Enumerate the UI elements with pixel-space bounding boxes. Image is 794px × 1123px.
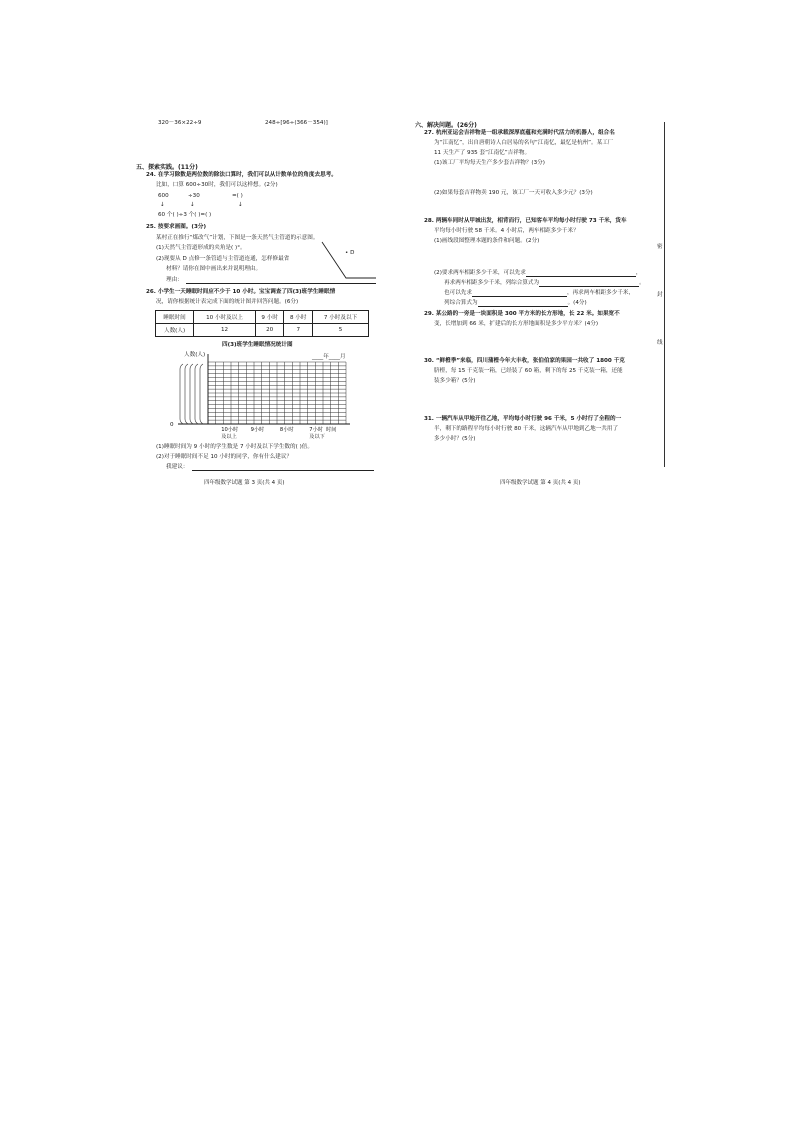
- q31-line3: 多少小时？(5分): [434, 436, 476, 442]
- table-cell: 10 小时及以上: [194, 311, 256, 324]
- q24-result: =( ): [232, 193, 243, 199]
- q28-sub2c: [444, 290, 634, 297]
- q28-sub2b-text: 再求两车相距多少千米，列综合算式为: [444, 280, 540, 286]
- pipeline-diagram: [320, 238, 380, 283]
- x-tick-label: 7小时: [309, 427, 323, 433]
- q27-line3: 11 天生产了 935 套“江南忆”吉祥物。: [434, 150, 531, 156]
- q31-line2: 半，剩下的路程平均每小时行驶 80 千米，这辆汽车从甲地到乙地一共用了: [434, 426, 619, 432]
- q25-reason-line[interactable]: [186, 283, 376, 284]
- table-cell: 9 小时: [255, 311, 284, 324]
- table-cell: 5: [313, 324, 369, 337]
- q25-line1: 某村正在推行“煤改气”计划，下图是一条天然气主管道的示意图。: [156, 235, 319, 241]
- table-cell: 睡眠时间: [156, 311, 194, 324]
- q28-sub2d: [444, 300, 587, 307]
- sleep-table: [155, 310, 369, 337]
- q29-line2: 变，长增加到 66 米，扩建后的长方形地面积是多少平方米？(4分): [434, 321, 599, 327]
- q26-suggest-line[interactable]: [192, 470, 374, 471]
- q28-sub1: (1)画线段图整理本题的条件和问题。(2分): [434, 238, 540, 244]
- q28-sub2d-tail: 。(4分): [567, 300, 587, 306]
- q24-row3: 60 个( )÷3 个( )=( ): [158, 212, 212, 218]
- table-cell: 7: [284, 324, 313, 337]
- table-cell: 8 小时: [284, 311, 313, 324]
- main-pipeline: [322, 242, 376, 278]
- q28-blank[interactable]: [472, 290, 567, 297]
- q25-line3: (2)现要从 D 点修一条管道与主管道连通，怎样修最省: [156, 256, 290, 262]
- q26-line2: 况，请你根据统计表完成下面的统计图并回答问题。(6分): [156, 299, 299, 305]
- q26-sub2: (2)对于睡眠时间不足 10 小时的同学，你有什么建议？: [156, 454, 293, 460]
- table-cell: 人数(人): [156, 324, 194, 337]
- q24-dividend: 600: [158, 193, 169, 199]
- section-6-title: 六、解决问题。(26分): [415, 122, 477, 129]
- chart-title: 四(3)班学生睡眠情况统计图: [222, 342, 293, 348]
- q25-reason-label: 理由：: [166, 277, 183, 283]
- q30-line1: 30. “鲜橙季”来临，四川蒲橙今年大丰收，张伯伯家的果园一共收了 1800 千克: [424, 358, 625, 364]
- calc-1: 320－36×22÷9: [158, 120, 202, 126]
- q26-sub1: (1)睡眠时间为 9 小时的学生数是 7 小时及以下学生数的( )倍。: [156, 444, 313, 450]
- chart-date: ____年____月: [312, 354, 346, 360]
- x-tick-label: 9小时: [250, 427, 265, 433]
- q29-line1: 29. 某公路的一旁是一块面积是 300 平方米的长方形地，长 22 米。如果宽不: [424, 311, 620, 317]
- brace-mark: [200, 364, 203, 424]
- arrow-icon: ↓: [190, 202, 195, 208]
- q28-blank[interactable]: [478, 300, 568, 307]
- q28-line2: 平均每小时行驶 58 千米。4 小时后，两车相距多少千米？: [434, 228, 579, 234]
- q28-sub2b: 再求两车相距多少千米，列综合算式为 。: [444, 280, 645, 286]
- seal-char-3: 线: [657, 340, 663, 346]
- origin-label: 0: [170, 422, 174, 428]
- q25-title: 25. 按要求画图。(3分): [146, 224, 207, 230]
- table-row: [156, 311, 369, 324]
- q24-line2: 比如，口算 600÷30时，我们可以这样想。(2分): [156, 182, 278, 188]
- q28-sub2: (2)要求两车相距多少千米，可以先求 ，: [434, 270, 642, 276]
- seal-char-2: 封: [657, 292, 663, 298]
- y-axis-label: 人数(人): [184, 352, 206, 358]
- q30-line3: 装多少箱？(5分): [434, 378, 476, 384]
- brace-mark: [190, 364, 193, 424]
- q28-sub2c-text: 也可以先求: [444, 290, 472, 296]
- x-tick-label: 及以上: [221, 434, 237, 440]
- seal-char-1: 密: [657, 244, 663, 250]
- q27-line2: 为“江南忆”，出自唐朝诗人白居易的名句“江南忆，最忆是杭州”。某工厂: [434, 140, 614, 146]
- q27-line1: 27. 杭州亚运会吉祥物是一组承载深厚底蕴和充满时代活力的机器人，组合名: [424, 130, 615, 136]
- arrow-icon: ↓: [238, 202, 243, 208]
- x-axis-label: 时间: [326, 427, 337, 433]
- q30-line2: 脐橙，每 15 千克装一箱，已经装了 60 箱，剩下的每 25 千克装一箱，还能: [434, 368, 623, 374]
- brace-mark: [185, 364, 188, 424]
- q27-sub1: (1)该工厂平均每天生产多少套吉祥物？(3分): [434, 160, 545, 166]
- x-tick-label: 及以下: [309, 434, 325, 440]
- sleep-bar-chart: [168, 350, 358, 445]
- calc-2: 248÷[96÷(366－354)]: [265, 120, 328, 126]
- q27-sub2: (2)如果每套吉祥物卖 190 元，该工厂一天可收入多少元？(3分): [434, 190, 593, 196]
- table-cell: 20: [255, 324, 284, 337]
- brace-mark: [180, 364, 183, 424]
- q26-line1: 26. 小学生一天睡眠时间应不少于 10 小时。宝宝调查了四(3)班学生睡眠情: [146, 289, 336, 295]
- x-tick-label: 10小时: [221, 427, 239, 433]
- section-5-title: 五、探索实践。(11分): [136, 164, 198, 171]
- q28-line1: 28. 两辆车同时从甲城出发，相背而行，已知客车平均每小时行驶 73 千米，货车: [424, 218, 627, 224]
- q24-line1: 24. 在学习除数是两位数的除法口算时，我们可以从计数单位的角度去思考。: [146, 172, 337, 178]
- brace-mark: [195, 364, 198, 424]
- q25-line4: 材料？请你在图中画出来并说明理由。: [166, 266, 262, 272]
- q28-sub2d-text: 列综合算式为: [444, 300, 478, 306]
- arrow-icon: ↓: [160, 202, 165, 208]
- table-cell: 12: [194, 324, 256, 337]
- point-d-label: • D: [345, 250, 355, 256]
- q28-blank[interactable]: [539, 280, 639, 287]
- q28-blank[interactable]: [526, 270, 636, 277]
- page-footer-left: 四年级数学试题 第 3 页(共 4 页): [204, 480, 285, 486]
- q28-sub2c-tail: ，再求两车相距多少千米，: [566, 290, 635, 296]
- seal-line: [664, 122, 665, 467]
- table-cell: 7 小时及以下: [313, 311, 369, 324]
- q24-divisor: ÷30: [188, 193, 200, 199]
- q28-sub2-text: (2)要求两车相距多少千米，可以先求: [434, 270, 526, 276]
- q26-suggest-label: 我建议：: [166, 464, 189, 470]
- page-footer-right: 四年级数学试题 第 4 页(共 4 页): [500, 480, 581, 486]
- table-row: [156, 324, 369, 337]
- q31-line1: 31. 一辆汽车从甲地开往乙地，平均每小时行驶 96 千米，5 小时行了全程的一: [424, 416, 622, 422]
- x-tick-label: 8小时: [279, 427, 294, 433]
- q25-line2: (1)天然气主管道形成的夹角是( )°。: [156, 245, 246, 251]
